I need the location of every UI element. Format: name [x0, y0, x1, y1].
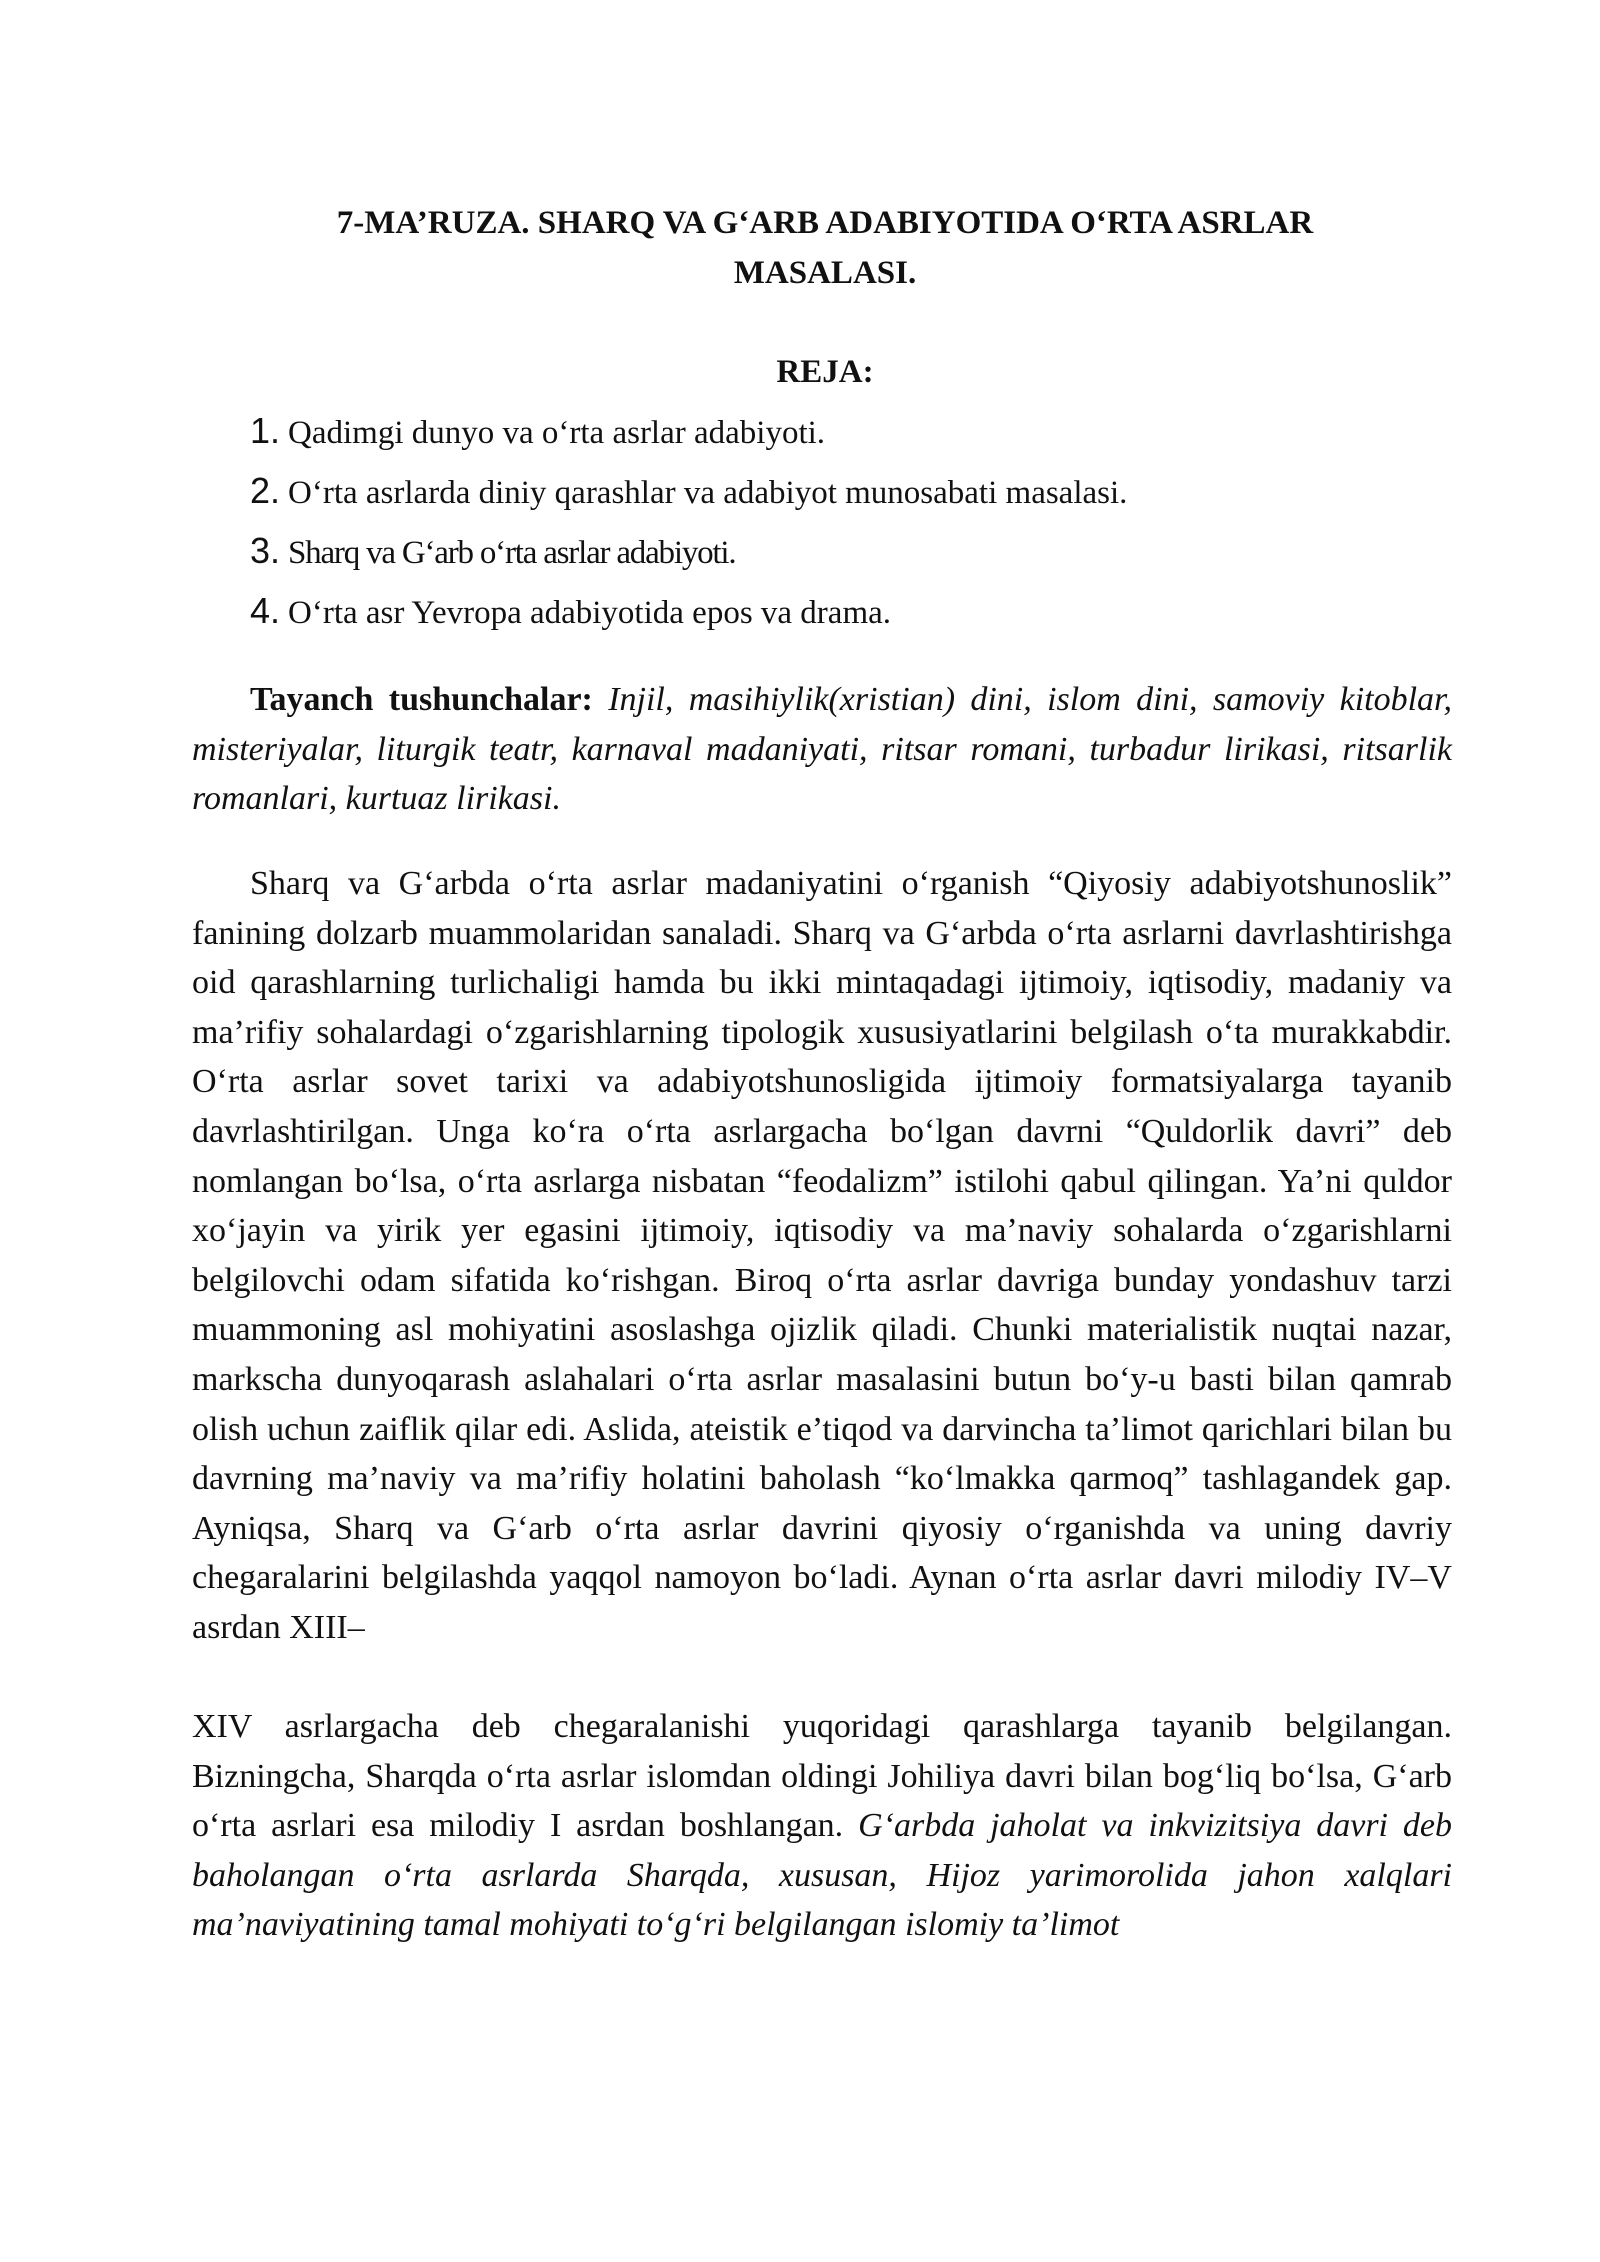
- key-concepts-label: Tayanch tushunchalar:: [250, 681, 593, 718]
- lecture-title-line-1: 7-MA’RUZA. SHARQ VA G‘ARB ADABIYOTIDA O‘RTA ASRLAR: [336, 205, 1314, 241]
- lecture-title-line-2: MASALASI.: [733, 255, 917, 291]
- plan-item-number: 1.: [250, 410, 281, 451]
- plan-list: [250, 402, 1127, 642]
- plan-item-number: 2.: [250, 470, 281, 511]
- continuation-paragraph: [192, 1702, 1452, 1950]
- plan-item: [250, 522, 1127, 582]
- plan-item: [250, 462, 1127, 522]
- continuation-plain-text: XIV asrlargacha deb chegaralanishi yuqoridagi qarashlarga tayanib belgilangan. Bizningcha, Sharqda o‘rta asrlar islomdan oldingi Johiliya davri bilan bog‘liq bo‘lsa, G‘arb o‘rta asrlari esa milodiy I asrdan boshlangan.: [192, 1708, 1452, 1845]
- body-paragraph: Sharq va G‘arbda o‘rta asrlar madaniyatini o‘rganish “Qiyosiy adabiyotshunoslik” fanining dolzarb muammolaridan sanaladi. Sharq va G‘arbda o‘rta asrlarni davrlashtirishga oid qarashlarning turlichaligi hamda bu ikki mintaqadagi ijtimoiy, iqtisodiy, madaniy va ma’rifiy sohalardagi o‘zgarishlarning tipologik xususiyatlarini belgilash o‘ta murakkabdir. O‘rta asrlar sovet tarixi va adabiyotshunosligida ijtimoiy formatsiyalarga tayanib davrlashtirilgan. Unga ko‘ra o‘rta asrlargacha bo‘lgan davrni “Quldorlik davri” deb nomlangan bo‘lsa, o‘rta asrlarga nisbatan “feodalizm” istilohi qabul qilingan. Ya’ni quldor xo‘jayin va yirik yer egasini ijtimoiy, iqtisodiy va ma’naviy sohalarda o‘zgarishlarni belgilovchi odam sifatida ko‘rishgan. Biroq o‘rta asrlar davriga bunday yondashuv tarzi muammoning asl mohiyatini asoslashga ojizlik qiladi. Chunki materialistik nuqtai nazar, markscha dunyoqarash aslahalari o‘rta asrlar masalasini butun bo‘y-u basti bilan qamrab olish uchun zaiflik qilar edi. Aslida, ateistik e’tiqod va darvincha ta’limot qarichlari bilan bu davrning ma’naviy va ma’rifiy holatini baholash “ko‘lmakka qarmoq” tashlagandek gap. Ayniqsa, Sharq va G‘arb o‘rta asrlar davrini qiyosiy o‘rganishda va uning davriy chegaralarini belgilashda yaqqol namoyon bo‘ladi. Aynan o‘rta asrlar davri milodiy IV–V asrdan XIII–: [192, 865, 1452, 1646]
- plan-heading: REJA:: [776, 354, 874, 390]
- plan-item-text: Sharq va G‘arb o‘rta asrlar adabiyoti.: [288, 535, 736, 571]
- plan-item: [250, 402, 1127, 462]
- continuation-italic-text: G‘arbda jaholat va inkvizitsiya davri deb baholangan o‘rta asrlarda Sharqda, xususan, Hijoz yarimorolida jahon xalqlari ma’naviyatining tamal mohiyati to‘g‘ri belgilangan islomiy ta’limot: [192, 1807, 1452, 1944]
- plan-item-number: 4.: [250, 590, 281, 631]
- plan-item-text: O‘rta asrlarda diniy qarashlar va adabiyot munosabati masalasi.: [288, 475, 1128, 511]
- plan-item-number: 3.: [250, 530, 281, 571]
- plan-item-text: Qadimgi dunyo va o‘rta asrlar adabiyoti.: [288, 415, 826, 451]
- lecture-title: [190, 198, 1460, 298]
- key-concepts-text: Injil, masihiylik(xristian) dini, islom dini, samoviy kitoblar, misteriyalar, liturgik teatr, karnaval madaniyati, ritsar romani, turbadur lirikasi, ritsarlik romanlari, kurtuaz lirikasi.: [192, 681, 1453, 818]
- plan-item: [250, 582, 1127, 642]
- plan-item-text: O‘rta asr Yevropa adabiyotida epos va drama.: [288, 595, 892, 631]
- key-concepts-paragraph: [192, 675, 1452, 824]
